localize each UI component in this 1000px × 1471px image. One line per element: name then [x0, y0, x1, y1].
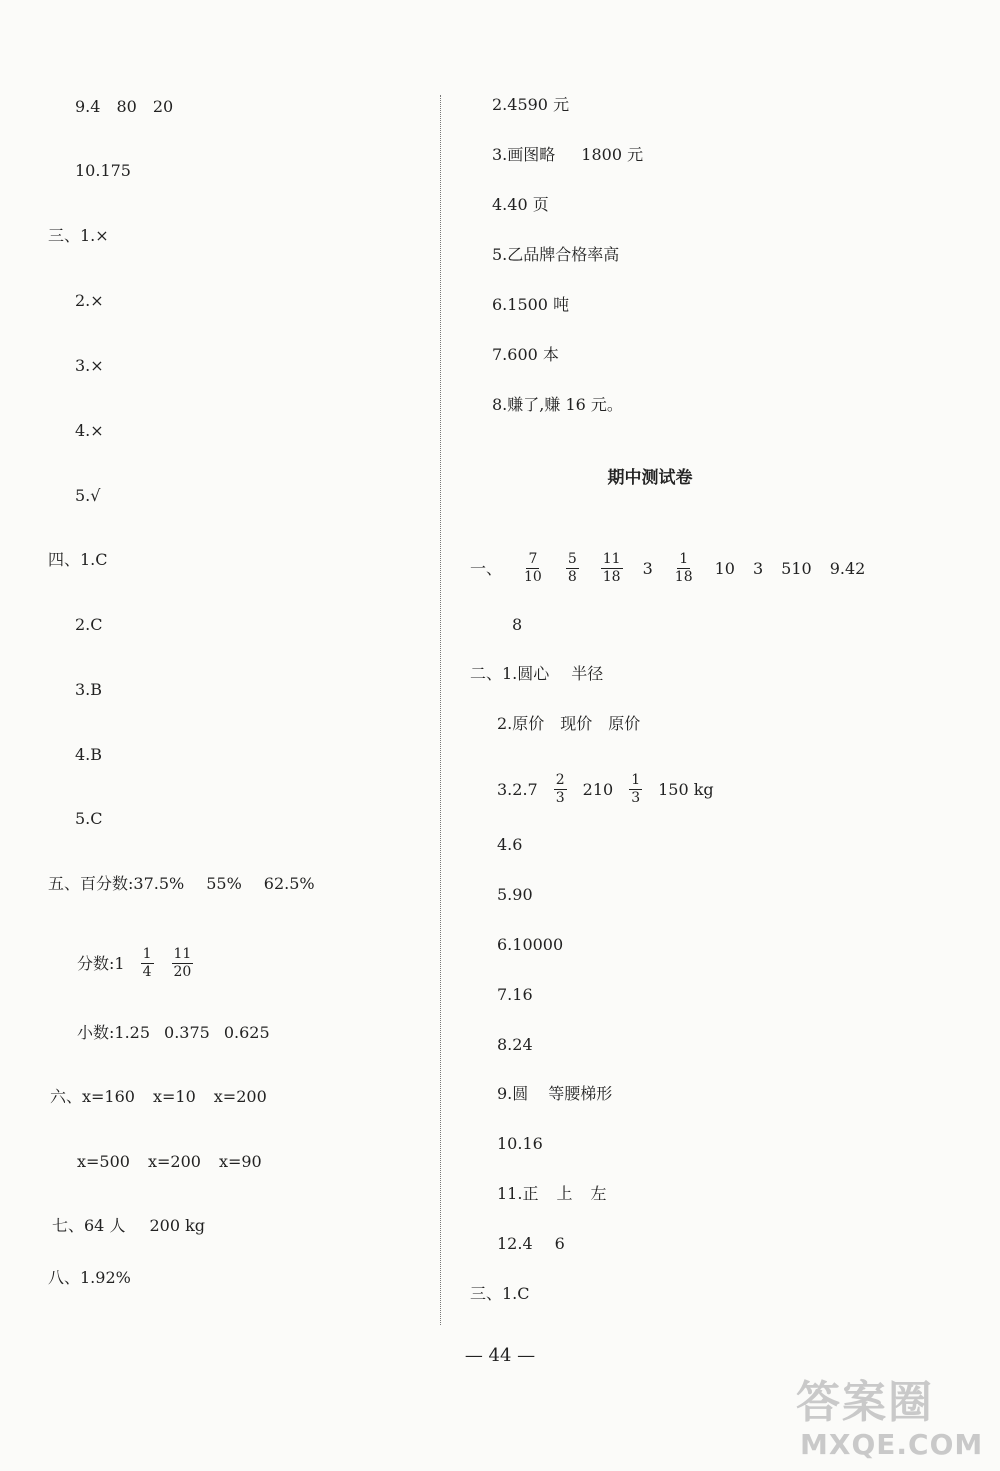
answer-text: 7.600 本 — [492, 345, 559, 364]
answer-text: 12.4 — [497, 1234, 533, 1253]
answer-text: 6.1500 吨 — [492, 295, 570, 314]
answer-line — [75, 289, 104, 313]
answer-text: 5.√ — [75, 486, 101, 505]
answer-line — [48, 1266, 131, 1290]
answer-text: 7.16 — [497, 985, 533, 1004]
fraction-numerator: 11 — [173, 946, 192, 962]
answer-text: 左 — [590, 1184, 607, 1203]
answer-text: 二、1.圆心 — [470, 664, 550, 683]
answer-text: 0.625 — [223, 1023, 270, 1042]
answer-text: 200 kg — [149, 1216, 206, 1235]
answer-text: 2.4590 元 — [492, 95, 570, 114]
answer-line — [497, 1232, 565, 1256]
answer-text: 3.画图略 — [492, 145, 556, 164]
answer-line — [75, 743, 102, 767]
answer-text: 七、64 人 — [52, 1216, 126, 1235]
answer-line — [497, 833, 522, 857]
answer-line — [492, 293, 569, 317]
answer-line — [492, 393, 623, 417]
fraction — [554, 772, 567, 807]
answer-text: 4.B — [75, 745, 103, 764]
answer-line — [75, 613, 103, 637]
answer-line — [497, 883, 533, 907]
answer-line — [75, 354, 104, 378]
answer-line — [497, 1082, 612, 1106]
answer-line — [497, 772, 714, 807]
answer-line — [48, 872, 315, 896]
fraction — [566, 551, 579, 586]
answer-line — [48, 548, 108, 572]
answer-text: 10 — [714, 558, 735, 578]
answer-text: x=500 — [77, 1152, 130, 1171]
answer-text: 510 — [781, 558, 812, 578]
watermark-bottom-text: MXQE.COM — [800, 1428, 984, 1461]
answer-text: 8.24 — [497, 1035, 533, 1054]
answer-text: 5.乙品牌合格率高 — [492, 245, 620, 264]
answer-text: 62.5% — [263, 874, 315, 893]
answer-line — [497, 712, 640, 736]
answer-line — [492, 193, 549, 217]
answer-text: 5.C — [75, 809, 103, 828]
answer-line — [75, 484, 100, 508]
answer-text: 3.× — [75, 356, 104, 375]
answer-text: x=90 — [218, 1152, 262, 1171]
answer-line — [497, 1132, 543, 1156]
answer-text: 8.赚了,赚 16 元。 — [492, 395, 623, 414]
answer-text: x=10 — [152, 1087, 196, 1106]
answer-line — [77, 1150, 262, 1174]
answer-text: 4.× — [75, 421, 104, 440]
answer-line — [77, 1021, 270, 1045]
answer-line — [75, 678, 102, 702]
page-number: — 44 — — [464, 1345, 536, 1366]
section-title: 期中测试卷 — [607, 468, 693, 488]
fraction-numerator: 2 — [555, 772, 565, 788]
answer-line — [75, 159, 131, 183]
fraction-denominator: 10 — [524, 569, 542, 585]
fraction-numerator: 7 — [528, 551, 538, 567]
answer-text: 1800 元 — [581, 145, 644, 164]
answer-text: 4.40 页 — [492, 195, 549, 214]
answer-text: 0.375 — [164, 1023, 210, 1042]
fraction-denominator: 8 — [567, 569, 577, 585]
answer-text: 等腰梯形 — [548, 1084, 613, 1103]
answer-text: 4.6 — [497, 835, 523, 854]
answer-line — [48, 224, 109, 248]
answer-line — [492, 93, 569, 117]
answer-text: 3 — [752, 558, 764, 578]
answer-text: 11.正 — [497, 1184, 539, 1203]
answer-line — [497, 933, 563, 957]
answer-text: 一、 — [470, 558, 503, 578]
answer-line — [75, 95, 173, 119]
fraction-denominator: 20 — [173, 964, 192, 980]
answer-text: 2.C — [75, 615, 103, 634]
answer-text: 10.16 — [497, 1134, 543, 1153]
answer-text: 80 — [116, 97, 137, 116]
fraction-numerator: 1 — [142, 946, 152, 962]
answer-text: 现价 — [560, 714, 593, 733]
fraction-numerator: 11 — [602, 551, 621, 567]
fraction-numerator: 1 — [631, 772, 641, 788]
answer-line — [52, 1214, 205, 1238]
answer-line — [75, 807, 103, 831]
answer-line — [492, 343, 559, 367]
answer-line — [470, 662, 603, 686]
answer-text: 三、1.C — [470, 1284, 530, 1303]
fraction — [601, 551, 623, 586]
answer-text: 2.× — [75, 291, 104, 310]
answer-text: 分数:1 — [77, 953, 125, 973]
answer-text: 2.原价 — [497, 714, 545, 733]
answer-text: 四、1.C — [48, 550, 108, 569]
fraction-denominator: 3 — [555, 790, 565, 806]
answer-text: 210 — [582, 779, 614, 799]
answer-text: 3.2.7 — [497, 779, 538, 799]
answer-text: 半径 — [571, 664, 604, 683]
answer-line — [497, 983, 533, 1007]
answer-text: 9.4 — [75, 97, 101, 116]
answer-line — [470, 1282, 530, 1306]
fraction-denominator: 4 — [142, 964, 152, 980]
answer-line — [497, 1182, 606, 1206]
fraction — [629, 772, 642, 807]
answer-text: 9.42 — [829, 558, 866, 578]
answer-line — [497, 1033, 533, 1057]
answer-text: 10.175 — [75, 161, 131, 180]
fraction — [141, 946, 154, 981]
answer-text: 上 — [556, 1184, 573, 1203]
answer-line — [512, 613, 522, 637]
answer-text: 六、x=160 — [50, 1087, 135, 1106]
column-divider — [440, 95, 441, 1325]
answer-line — [50, 1085, 267, 1109]
answer-line — [470, 551, 865, 586]
fraction — [673, 551, 695, 586]
answer-text: 八、1.92% — [48, 1268, 131, 1287]
watermark-top-text: 答案圈 — [796, 1377, 934, 1428]
answer-text: 55% — [206, 874, 242, 893]
answer-text: 9.圆 — [497, 1084, 529, 1103]
answer-text: 五、百分数:37.5% — [48, 874, 185, 893]
answer-text: 150 kg — [658, 779, 714, 799]
answer-line — [75, 419, 104, 443]
answer-text: 20 — [152, 97, 174, 116]
fraction — [522, 551, 544, 586]
answer-text: 三、1.× — [48, 226, 109, 245]
answer-text: 6 — [554, 1234, 565, 1253]
fraction-denominator: 18 — [602, 569, 621, 585]
fraction — [172, 946, 194, 981]
answer-line — [492, 143, 643, 167]
fraction-denominator: 18 — [674, 569, 693, 585]
answer-line — [492, 243, 619, 267]
fraction-denominator: 3 — [631, 790, 641, 806]
answer-text: 原价 — [608, 714, 641, 733]
answer-text: 3 — [642, 558, 653, 578]
answer-text: 5.90 — [497, 885, 533, 904]
watermark-logo — [790, 1378, 995, 1466]
answer-text: x=200 — [213, 1087, 267, 1106]
answer-text: 小数:1.25 — [77, 1023, 151, 1042]
answer-text: 6.10000 — [497, 935, 564, 954]
answer-text: 8 — [512, 615, 523, 634]
answer-text: x=200 — [147, 1152, 201, 1171]
fraction-numerator: 1 — [679, 551, 689, 567]
answer-text: 3.B — [75, 680, 103, 699]
fraction-numerator: 5 — [567, 551, 577, 567]
answer-line — [77, 946, 195, 981]
